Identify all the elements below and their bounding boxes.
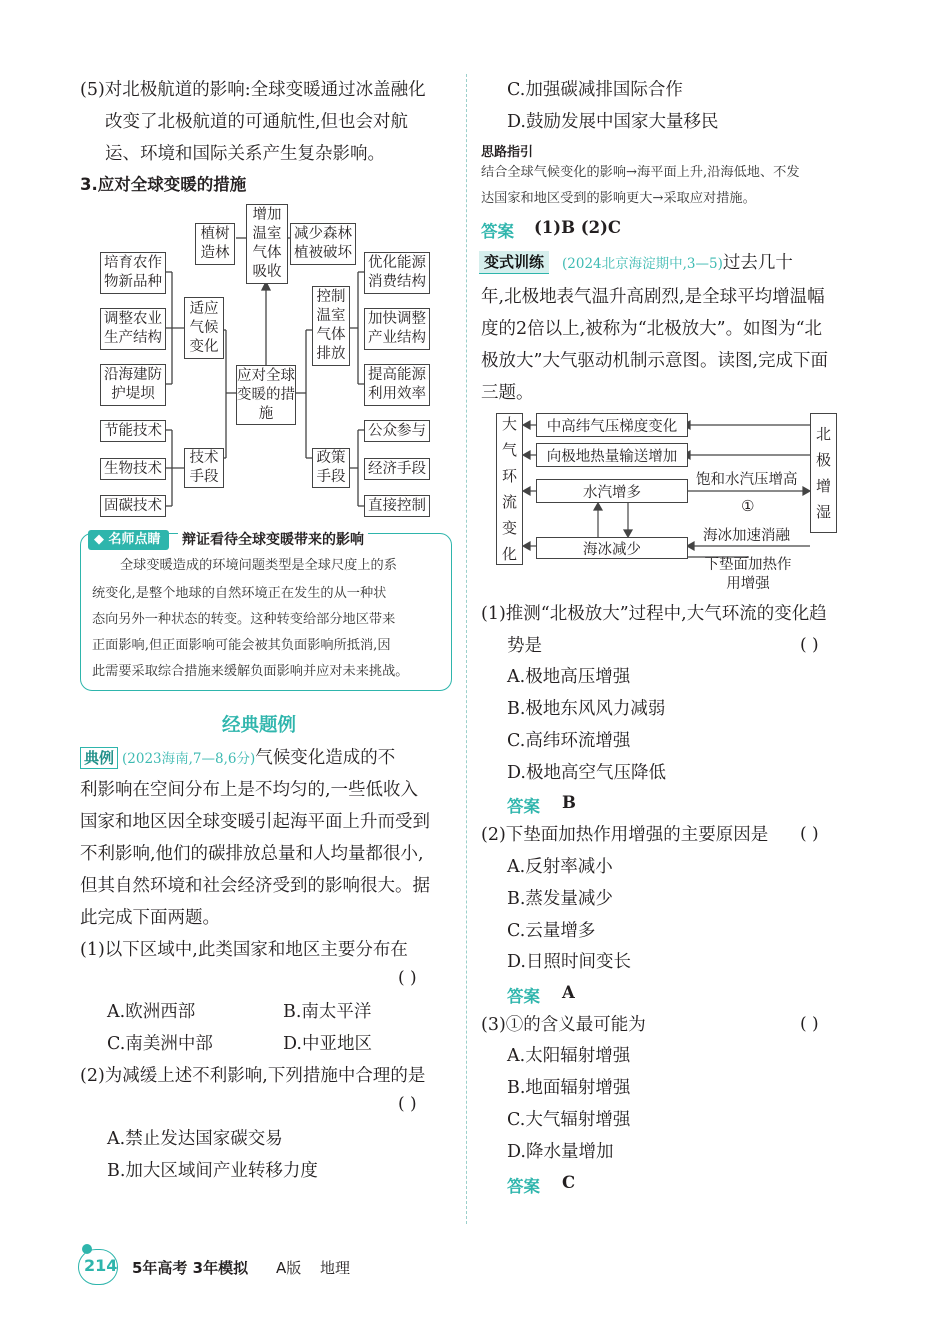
example-q2-option-b[interactable]: B.加大区域间产业转移力度 (107, 1161, 318, 1181)
page-dot-icon (82, 1244, 92, 1254)
answer-label-q2: 答案 (507, 987, 540, 1006)
example-line-3: 国家和地区因全球变暖引起海平面上升而受到 (80, 812, 430, 832)
box-afforestation: 植树造林 (195, 223, 235, 265)
hint-title: 思路指引 (481, 145, 534, 160)
box-tech: 技术手段 (184, 448, 224, 488)
example-line-5: 但其自然环境和社会经济受到的影响很大。据 (80, 876, 430, 896)
box-policy-item-3: 直接控制 (364, 495, 430, 517)
page-number: 214 (84, 1256, 118, 1275)
box-center: 应对全球变暖的措施 (236, 365, 296, 425)
section-title: 经典题例 (222, 715, 297, 736)
example-badge: 典例 (80, 747, 118, 769)
practice-q2-paren[interactable]: ( ) (800, 824, 819, 844)
box-adapt-item-1: 培育农作物新品种 (100, 252, 166, 294)
practice-line-4: 极放大”大气驱动机制示意图。读图,完成下面 (481, 351, 829, 371)
footer-book: 5年高考 3年模拟 (132, 1259, 249, 1277)
example-q1-option-d[interactable]: D.中亚地区 (283, 1034, 372, 1054)
practice-q3-option-b[interactable]: B.地面辐射增强 (507, 1078, 631, 1098)
tip-line-3: 态向另外一种状态的转变。这种转变给部分地区带来 (92, 612, 396, 627)
answer-label-q1: 答案 (507, 797, 540, 816)
example-q2: (2)为减缓上述不利影响,下列措施中合理的是 (80, 1066, 426, 1086)
tip-title: 辩证看待全球变暖带来的影响 (178, 530, 368, 550)
para-5-line1: (5)对北极航道的影响:全球变暖通过冰盖融化 (80, 80, 426, 100)
answer-q2: A (562, 983, 575, 1002)
diagram-arrows (0, 0, 950, 600)
box-tech-item-1: 节能技术 (100, 420, 166, 442)
tip-line-5: 此需要采取综合措施来缓解负面影响并应对未来挑战。 (92, 664, 409, 679)
box-adapt-item-3: 沿海建防护堤坝 (100, 364, 166, 406)
example-q2-paren[interactable]: ( ) (398, 1094, 417, 1114)
example-line-4: 不利影响,他们的碳排放总量和人均量都很小, (80, 844, 424, 864)
example-q1-option-b[interactable]: B.南太平洋 (283, 1002, 372, 1022)
practice-q2-option-b[interactable]: B.蒸发量减少 (507, 889, 613, 909)
para-5-line3: 运、环境和国际关系产生复杂影响。 (105, 144, 385, 164)
practice-q2-option-d[interactable]: D.日照时间变长 (507, 952, 631, 972)
practice-line-1: (2024北京海淀期中,3—5)过去几十 (562, 253, 793, 273)
box-tech-item-2: 生物技术 (100, 458, 166, 480)
box-policy: 政策手段 (312, 448, 350, 488)
q2-option-c[interactable]: C.加强碳减排国际合作 (507, 80, 683, 100)
diagram-label-melt: 海冰加速消融 (703, 528, 790, 544)
tip-line-2: 统变化,是整个地球的自然环境正在发生的从一种状 (92, 586, 387, 601)
diagram-label-circle: ① (741, 497, 755, 515)
practice-q1-option-d[interactable]: D.极地高空气压降低 (507, 763, 666, 783)
answer-label-example: 答案 (481, 222, 514, 241)
practice-q2: (2)下垫面加热作用增强的主要原因是 (481, 825, 769, 845)
q2-option-d[interactable]: D.鼓励发展中国家大量移民 (507, 112, 719, 132)
example-line-2: 利影响在空间分布上是不均匀的,一些低收入 (80, 780, 419, 800)
box-control-item-2: 加快调整产业结构 (364, 308, 430, 350)
example-q1: (1)以下区域中,此类国家和地区主要分布在 (80, 940, 408, 960)
practice-q2-option-a[interactable]: A.反射率减小 (507, 857, 613, 877)
diagram-row4: 海冰减少 (536, 537, 688, 559)
practice-badge: 变式训练 (479, 251, 549, 274)
practice-q3-option-c[interactable]: C.大气辐射增强 (507, 1110, 631, 1130)
answer-q1: B (562, 793, 576, 812)
example-q2-option-a[interactable]: A.禁止发达国家碳交易 (107, 1129, 283, 1149)
practice-q3-paren[interactable]: ( ) (800, 1014, 819, 1034)
practice-q3-option-d[interactable]: D.降水量增加 (507, 1142, 614, 1162)
box-increase-absorption: 增加温室气体吸收 (246, 204, 288, 284)
practice-q3: (3)①的含义最可能为 (481, 1015, 646, 1035)
practice-q2-option-c[interactable]: C.云量增多 (507, 921, 596, 941)
answer-q3: C (562, 1173, 576, 1192)
example-q1-option-a[interactable]: A.欧洲西部 (107, 1002, 196, 1022)
diagram-label-saturation: 饱和水汽压增高 (696, 472, 798, 488)
box-reduce-deforestation: 减少森林植被破坏 (290, 223, 356, 265)
hint-line-1: 结合全球气候变化的影响→海平面上升,沿海低地、不发 (481, 165, 800, 180)
box-control-item-1: 优化能源消费结构 (364, 252, 430, 294)
box-policy-item-2: 经济手段 (364, 458, 430, 480)
diagram-label-surface: 下垫面加热作用增强 (704, 557, 792, 592)
diagram-right-box: 北极增湿 (810, 413, 837, 533)
practice-q1-line1: (1)推测“北极放大”过程中,大气环流的变化趋 (481, 604, 827, 624)
box-control-item-3: 提高能源利用效率 (364, 364, 430, 406)
box-adapt-item-2: 调整农业生产结构 (100, 308, 166, 350)
practice-q1-option-b[interactable]: B.极地东风风力减弱 (507, 699, 666, 719)
diagram-row3: 水汽增多 (536, 479, 688, 503)
tip-line-1: 全球变暖造成的环境问题类型是全球尺度上的系 (120, 558, 397, 573)
practice-line-2: 年,北极地表气温升高剧烈,是全球平均增温幅 (481, 287, 825, 307)
practice-q1-line2: 势是 (507, 636, 542, 656)
box-tech-item-3: 固碳技术 (100, 495, 166, 517)
practice-q3-option-a[interactable]: A.太阳辐射增强 (507, 1046, 631, 1066)
practice-line-5: 三题。 (481, 383, 534, 403)
practice-q1-option-c[interactable]: C.高纬环流增强 (507, 731, 631, 751)
footer-edition: A版 (276, 1259, 302, 1277)
diagram-row2: 向极地热量输送增加 (536, 443, 688, 467)
answer-label-q3: 答案 (507, 1177, 540, 1196)
practice-q1-paren[interactable]: ( ) (800, 635, 819, 655)
tip-tag: ◆ 名师点睛 (88, 530, 169, 550)
footer-subject: 地理 (320, 1259, 351, 1277)
diagram-left-box: 大气环流变化 (496, 413, 523, 565)
example-q1-option-c[interactable]: C.南美洲中部 (107, 1034, 213, 1054)
diagram-row1: 中高纬气压梯度变化 (536, 413, 688, 437)
box-adapt: 适应气候变化 (184, 297, 224, 359)
box-control: 控制温室气体排放 (312, 286, 350, 366)
answer-example: (1)B (2)C (534, 218, 622, 237)
example-q1-paren[interactable]: ( ) (398, 968, 417, 988)
tip-line-4: 正面影响,但正面影响可能会被其负面影响所抵消,因 (92, 638, 391, 653)
box-policy-item-1: 公众参与 (364, 420, 430, 442)
practice-q1-option-a[interactable]: A.极地高压增强 (507, 667, 631, 687)
hint-line-2: 达国家和地区受到的影响更大→采取应对措施。 (481, 191, 756, 206)
para-5-line2: 改变了北极航道的可通航性,但也会对航 (105, 112, 409, 132)
practice-line-3: 度的2倍以上,被称为“北极放大”。如图为“北 (481, 319, 823, 339)
heading-measures: 3.应对全球变暖的措施 (80, 175, 247, 194)
example-line-1: (2023海南,7—8,6分)气候变化造成的不 (122, 748, 396, 768)
example-line-6: 此完成下面两题。 (80, 908, 220, 928)
